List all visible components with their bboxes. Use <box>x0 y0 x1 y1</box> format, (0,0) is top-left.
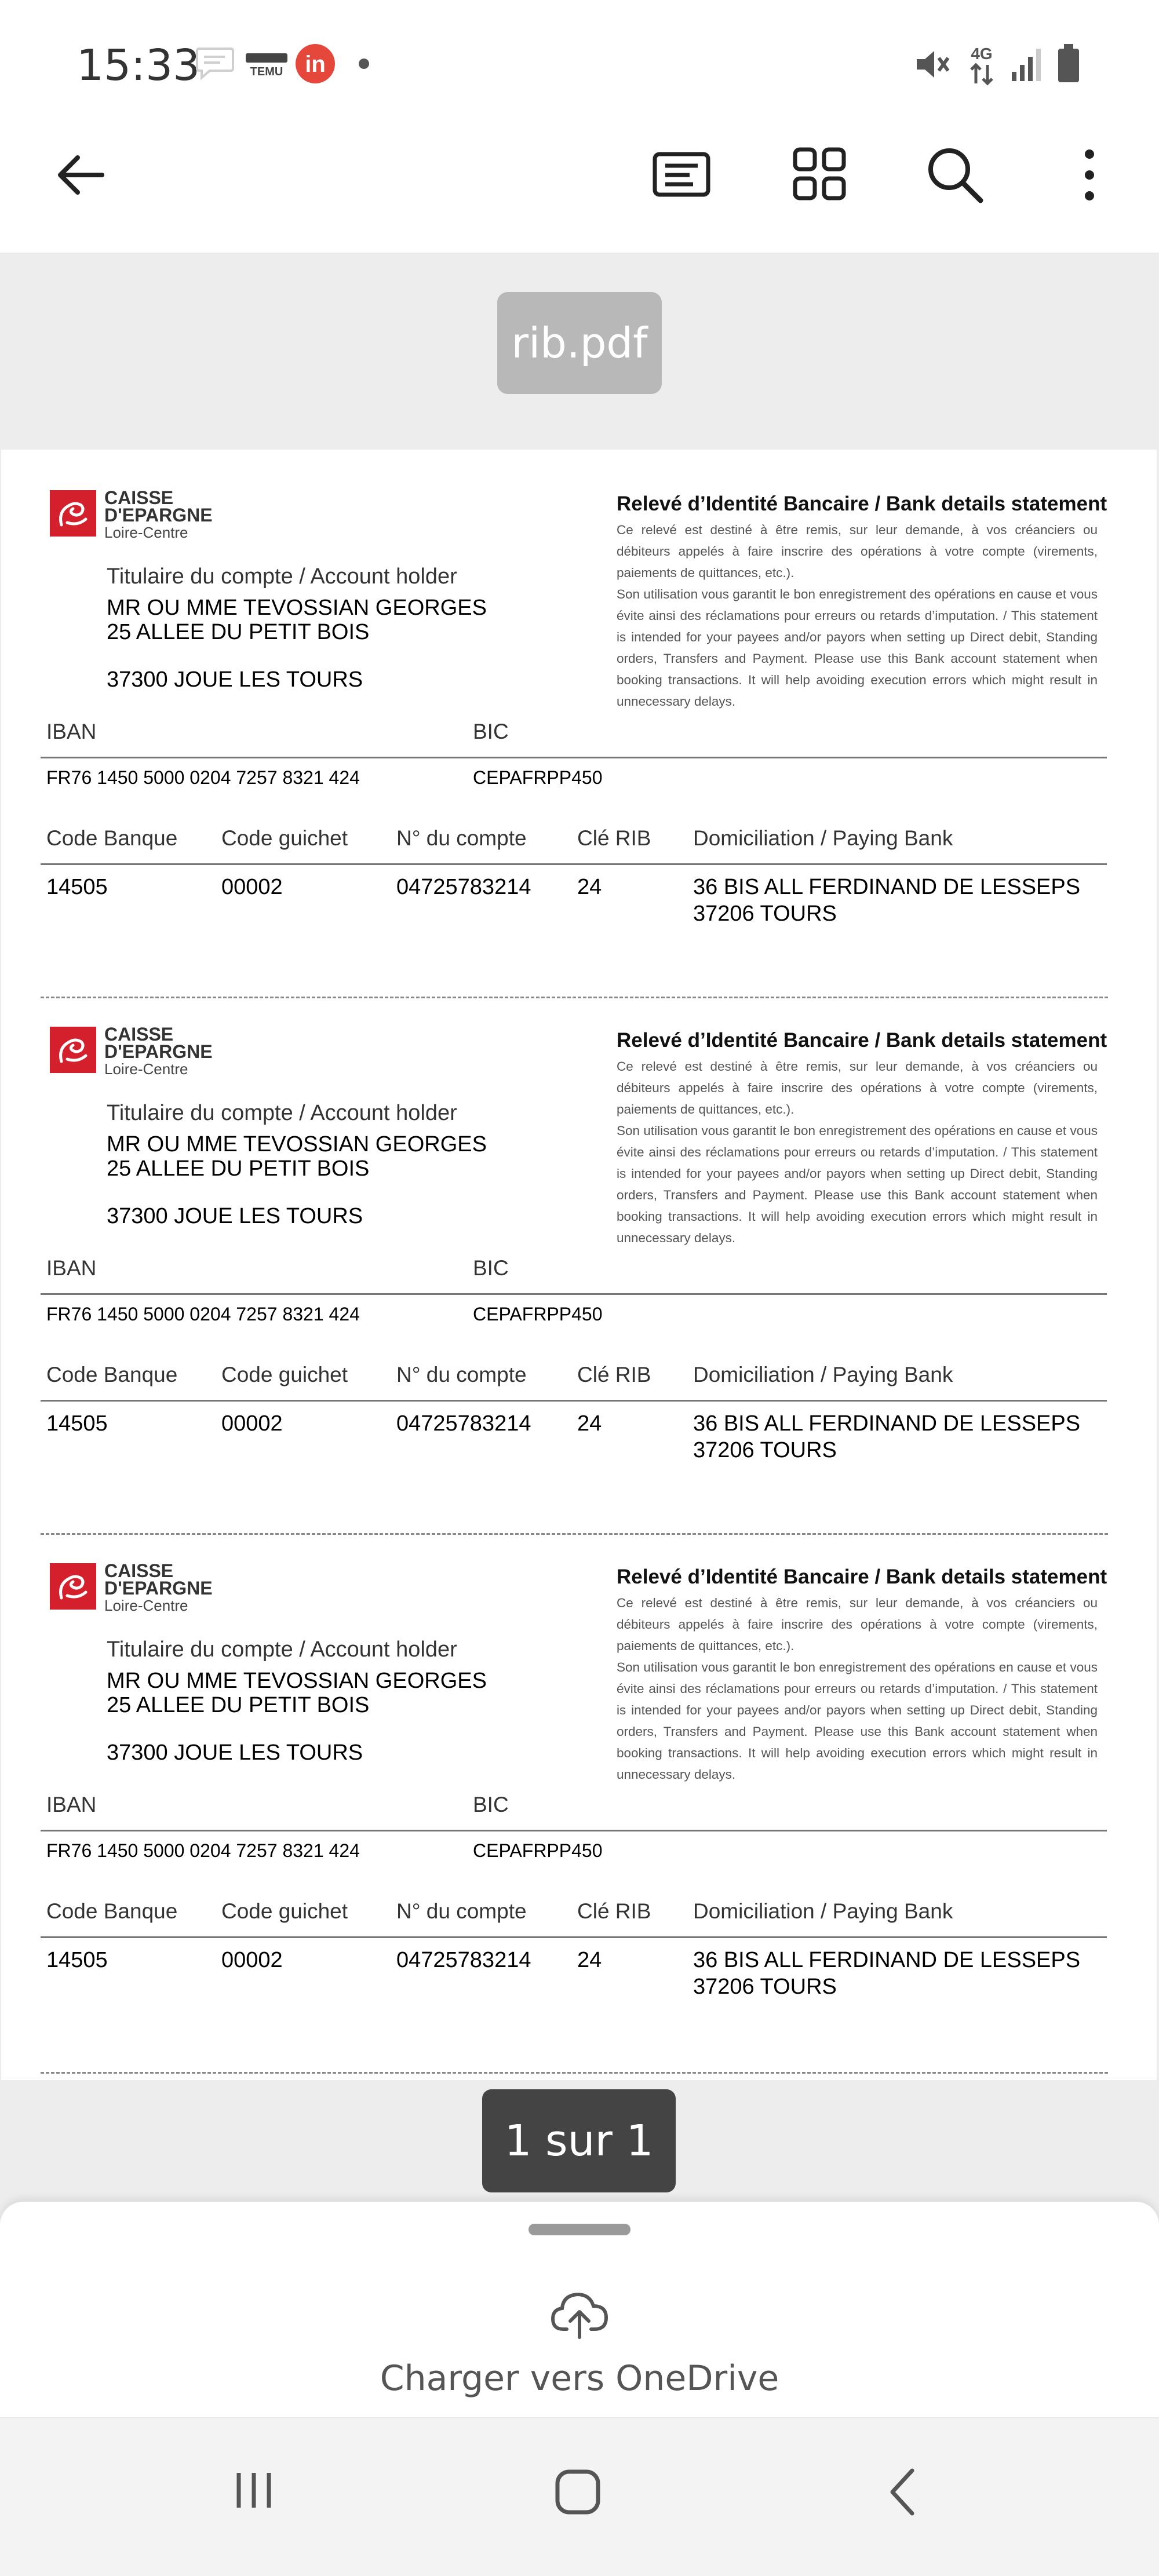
holder-city: 37300 JOUE LES TOURS <box>107 667 363 692</box>
code-guichet-value: 00002 <box>221 1411 283 1436</box>
bank-brand <box>104 1026 213 1078</box>
grid-icon[interactable] <box>790 145 848 203</box>
statement-text <box>617 1056 1098 1249</box>
statement-text-fr: Ce relevé est destiné à être remis, sur leur demande, à vos créanciers ou débiteurs appelés à faire inscrire des opérations à votre compte (virements, paiements de quittances, etc.). <box>617 1059 1098 1116</box>
divider <box>41 863 1107 865</box>
domiciliation-line1: 36 BIS ALL FERDINAND DE LESSEPS <box>693 1948 1081 1972</box>
statement-text-fr: Ce relevé est destiné à être remis, sur leur demande, à vos créanciers ou débiteurs appelés à faire inscrire des opérations à votre compte (virements, paiements de quittances, etc.). <box>617 1596 1098 1653</box>
numero-compte-value: 04725783214 <box>396 875 531 899</box>
bic-label: BIC <box>473 720 509 743</box>
rib-copy <box>1 1523 1157 2059</box>
bottom-sheet <box>0 2202 1159 2417</box>
domiciliation-label: Domiciliation / Paying Bank <box>693 1363 953 1386</box>
pdf-page[interactable] <box>1 450 1157 2080</box>
statement-text-fr: Ce relevé est destiné à être remis, sur leur demande, à vos créanciers ou débiteurs appelés à faire inscrire des opérations à votre compte (virements, paiements de quittances, etc.). <box>617 523 1098 580</box>
statement-title: Relevé d’Identité Bancaire / Bank details statement <box>617 1566 1107 1588</box>
statement-text-mix: Son utilisation vous garantit le bon enregistrement des opérations en cause et vous évite ainsi des réclamations pour erreurs ou retards d’imputation. / This statement is intended for your payees and/or payors when setting up Direct debit, Standing orders, Transfers and Payment. Please use this Bank account statement when booking transactions. It will help avoiding execution errors which might result in unnecessary delays. <box>617 1123 1098 1245</box>
code-banque-label: Code Banque <box>46 1363 178 1386</box>
temu-icon <box>245 51 289 79</box>
domiciliation-label: Domiciliation / Paying Bank <box>693 826 953 850</box>
bank-name-line1: CAISSE <box>104 487 174 508</box>
onedrive-label: Charger vers OneDrive <box>380 2358 779 2399</box>
caisse-epargne-logo <box>50 1027 96 1073</box>
outline-icon[interactable] <box>651 147 712 203</box>
code-banque-value: 14505 <box>46 1948 108 1972</box>
domiciliation-line2: 37206 TOURS <box>693 902 837 926</box>
iban-value: FR76 1450 5000 0204 7257 8321 424 <box>46 767 360 788</box>
code-banque-label: Code Banque <box>46 1899 178 1923</box>
bic-label: BIC <box>473 1793 509 1816</box>
caisse-epargne-logo <box>50 1563 96 1610</box>
linkedin-icon <box>294 43 336 85</box>
cle-rib-value: 24 <box>577 1411 602 1436</box>
divider <box>41 1400 1107 1402</box>
bic-value: CEPAFRPP450 <box>473 1304 603 1325</box>
domiciliation-label: Domiciliation / Paying Bank <box>693 1899 953 1923</box>
numero-compte-label: N° du compte <box>396 826 527 850</box>
numero-compte-value: 04725783214 <box>396 1411 531 1436</box>
domiciliation-line1: 36 BIS ALL FERDINAND DE LESSEPS <box>693 1411 1081 1436</box>
numero-compte-label: N° du compte <box>396 1899 527 1923</box>
divider <box>41 1293 1107 1295</box>
cloud-upload-icon <box>549 2289 610 2341</box>
iban-label: IBAN <box>46 1256 97 1280</box>
home-icon[interactable] <box>553 2467 603 2517</box>
squirrel-logo-icon <box>50 490 96 537</box>
code-guichet-label: Code guichet <box>221 826 348 850</box>
holder-address: 25 ALLEE DU PETIT BOIS <box>107 620 370 644</box>
divider <box>41 757 1107 758</box>
system-nav-bar <box>0 2417 1159 2576</box>
statement-title: Relevé d’Identité Bancaire / Bank details statement <box>617 492 1107 515</box>
holder-name: MR OU MME TEVOSSIAN GEORGES <box>107 596 487 620</box>
divider <box>41 1830 1107 1831</box>
domiciliation-line2: 37206 TOURS <box>693 1975 837 1999</box>
domiciliation-line2: 37206 TOURS <box>693 1438 837 1462</box>
rib-copy <box>1 450 1157 986</box>
cle-rib-label: Clé RIB <box>577 1899 651 1923</box>
iban-value: FR76 1450 5000 0204 7257 8321 424 <box>46 1304 360 1325</box>
bank-name-line1: CAISSE <box>104 1560 174 1581</box>
signal-icon <box>1008 45 1047 83</box>
bank-name-line2: D'EPARGNE <box>104 505 213 526</box>
domiciliation-line1: 36 BIS ALL FERDINAND DE LESSEPS <box>693 875 1081 899</box>
bic-value: CEPAFRPP450 <box>473 767 603 788</box>
squirrel-logo-icon <box>50 1563 96 1610</box>
bank-brand <box>104 489 213 541</box>
nav-back-icon[interactable] <box>882 2466 923 2518</box>
code-banque-value: 14505 <box>46 875 108 899</box>
cle-rib-label: Clé RIB <box>577 826 651 850</box>
code-banque-label: Code Banque <box>46 826 178 850</box>
numero-compte-label: N° du compte <box>396 1363 527 1386</box>
statement-text <box>617 1592 1098 1785</box>
statement-title: Relevé d’Identité Bancaire / Bank details statement <box>617 1029 1107 1052</box>
caisse-epargne-logo <box>50 490 96 537</box>
holder-label: Titulaire du compte / Account holder <box>107 1637 457 1662</box>
bic-value: CEPAFRPP450 <box>473 1840 603 1861</box>
rib-copy <box>1 986 1157 1523</box>
bank-brand <box>104 1562 213 1614</box>
cle-rib-value: 24 <box>577 875 602 899</box>
bank-name-line1: CAISSE <box>104 1024 174 1045</box>
filename-chip: rib.pdf <box>497 292 662 394</box>
divider <box>41 1936 1107 1938</box>
bic-label: BIC <box>473 1256 509 1280</box>
cut-line <box>41 2072 1108 2074</box>
back-arrow-icon[interactable] <box>52 147 108 203</box>
iban-label: IBAN <box>46 1793 97 1816</box>
bank-name-line2: D'EPARGNE <box>104 1578 213 1599</box>
holder-label: Titulaire du compte / Account holder <box>107 1101 457 1125</box>
app-toolbar <box>0 116 1159 254</box>
cle-rib-label: Clé RIB <box>577 1363 651 1386</box>
recent-apps-icon[interactable] <box>231 2467 277 2513</box>
code-guichet-value: 00002 <box>221 1948 283 1972</box>
battery-icon <box>1055 43 1083 85</box>
statement-text <box>617 519 1098 712</box>
statement-text-mix: Son utilisation vous garantit le bon enregistrement des opérations en cause et vous évite ainsi des réclamations pour erreurs ou retards d’imputation. / This statement is intended for your payees and/or payors when setting up Direct debit, Standing orders, Transfers and Payment. Please use this Bank account statement when booking transactions. It will help avoiding execution errors which might result in unnecessary delays. <box>617 587 1098 709</box>
search-icon[interactable] <box>925 145 985 205</box>
network-icon <box>964 42 999 87</box>
sheet-drag-handle[interactable] <box>529 2224 630 2235</box>
dot-icon <box>357 57 371 71</box>
code-guichet-value: 00002 <box>221 875 283 899</box>
numero-compte-value: 04725783214 <box>396 1948 531 1972</box>
holder-city: 37300 JOUE LES TOURS <box>107 1204 363 1228</box>
code-banque-value: 14505 <box>46 1411 108 1436</box>
holder-address: 25 ALLEE DU PETIT BOIS <box>107 1693 370 1717</box>
status-bar <box>0 0 1159 116</box>
bank-region: Loire-Centre <box>104 1597 188 1614</box>
bank-name-line2: D'EPARGNE <box>104 1041 213 1062</box>
more-vert-icon[interactable] <box>1078 146 1101 204</box>
message-icon <box>195 45 235 81</box>
svg-text:in: in <box>305 52 326 77</box>
squirrel-logo-icon <box>50 1027 96 1073</box>
cle-rib-value: 24 <box>577 1948 602 1972</box>
svg-text:TEMU: TEMU <box>250 65 283 78</box>
holder-city: 37300 JOUE LES TOURS <box>107 1741 363 1765</box>
svg-text:4G: 4G <box>971 45 993 63</box>
iban-label: IBAN <box>46 720 97 743</box>
holder-label: Titulaire du compte / Account holder <box>107 564 457 589</box>
iban-value: FR76 1450 5000 0204 7257 8321 424 <box>46 1840 360 1861</box>
statement-text-mix: Son utilisation vous garantit le bon enregistrement des opérations en cause et vous évite ainsi des réclamations pour erreurs ou retards d’imputation. / This statement is intended for your payees and/or payors when setting up Direct debit, Standing orders, Transfers and Payment. Please use this Bank account statement when booking transactions. It will help avoiding execution errors which might result in unnecessary delays. <box>617 1660 1098 1782</box>
holder-name: MR OU MME TEVOSSIAN GEORGES <box>107 1669 487 1693</box>
mute-icon <box>913 45 952 83</box>
page-indicator: 1 sur 1 <box>482 2089 676 2192</box>
bank-region: Loire-Centre <box>104 524 188 541</box>
code-guichet-label: Code guichet <box>221 1363 348 1386</box>
status-time: 15:33 <box>76 41 201 90</box>
holder-name: MR OU MME TEVOSSIAN GEORGES <box>107 1132 487 1156</box>
holder-address: 25 ALLEE DU PETIT BOIS <box>107 1156 370 1181</box>
bank-region: Loire-Centre <box>104 1060 188 1078</box>
code-guichet-label: Code guichet <box>221 1899 348 1923</box>
